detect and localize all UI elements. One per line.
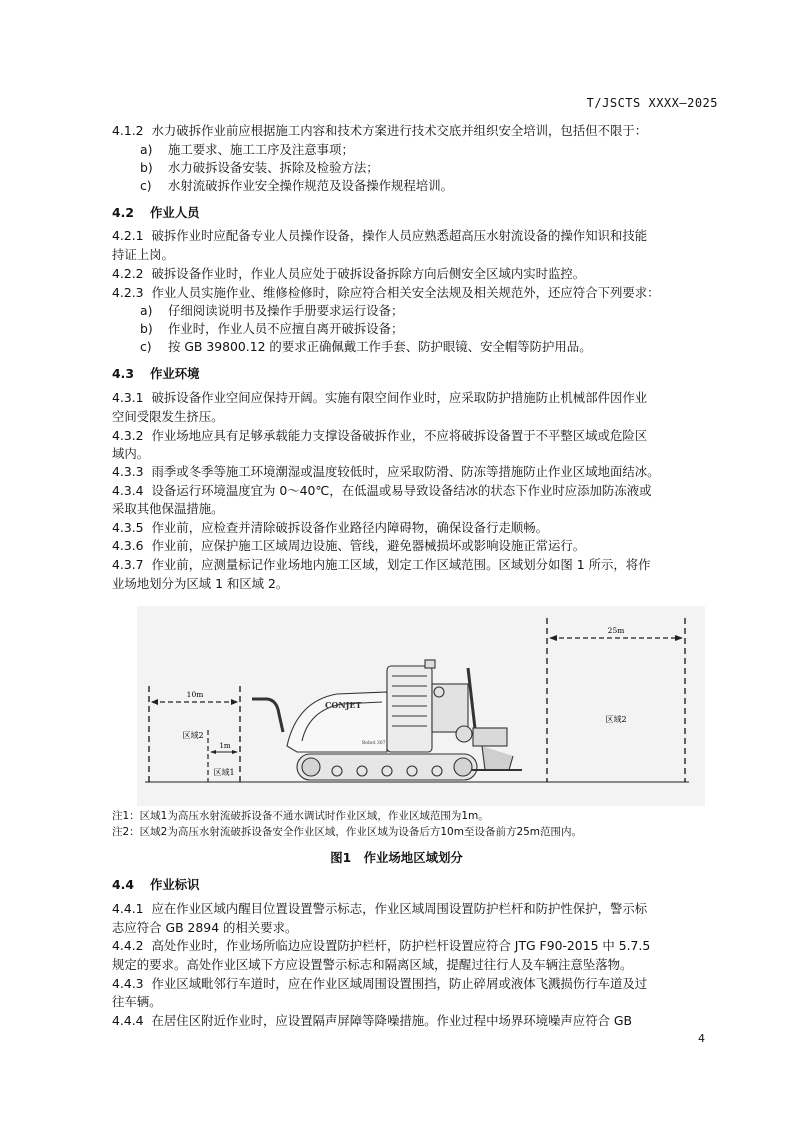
clause-text: 作业场地应具有足够承载能力支撑设备破拆作业，不应将破拆设备置于不平整区域或危险区 [151, 428, 648, 443]
doc-header-code: T/JSCTS XXXX—2025 [586, 96, 718, 110]
list-marker: a) [140, 303, 153, 318]
clause-4-4-1 [112, 899, 718, 918]
clause-text: 作业前，应保护施工区域周边设施、管线，避免器械损坏或影响设施正常运行。 [151, 538, 586, 553]
clause-4-4-1-cont: 志应符合 GB 2894 的相关要求。 [112, 920, 298, 935]
dimension-label-25m: 25m [607, 626, 625, 635]
section-title: 作业环境 [149, 366, 200, 381]
section-number: 4.3 [112, 366, 134, 381]
list-text: 水力破拆设备安装、拆除及检验方法； [168, 160, 379, 175]
figure-work-zone-diagram [137, 606, 705, 806]
list-marker: a) [140, 142, 153, 157]
clause-number: 4.2.2 [112, 266, 144, 281]
clause-number: 4.3.5 [112, 520, 144, 535]
clause-number: 4.3.4 [112, 483, 144, 498]
figure-note-2: 注2：区域2为高压水射流破拆设备安全作业区域，作业区域为设备后方10m至设备前方25m范围内。 [112, 826, 583, 838]
section-title: 作业人员 [149, 205, 200, 220]
clause-text: 在居住区附近作业时，应设置隔声屏障等降噪措施。作业过程中场界环境噪声应符合 GB [151, 1013, 633, 1028]
clause-4-3-2 [112, 426, 718, 445]
clause-number: 4.4.4 [112, 1013, 144, 1028]
clause-4-2-1 [112, 226, 718, 245]
clause-number: 4.4.2 [112, 938, 144, 953]
clause-4-4-4 [112, 1011, 718, 1030]
machine-model-label: Robot 307 [362, 741, 386, 746]
clause-text: 破拆设备作业空间应保持开阔。实施有限空间作业时，应采取防护措施防止机械部件因作业 [151, 390, 648, 405]
machine-brand-label: CONJET [325, 700, 362, 710]
zone2-left-label: 区域2 [182, 731, 204, 740]
clause-text: 水力破拆作业前应根据施工内容和技术方案进行技术交底并组织安全培训，包括但不限于： [151, 123, 648, 138]
section-heading-4-2 [112, 203, 200, 221]
clause-text: 雨季或冬季等施工环境潮湿或温度较低时，应采取防滑、防冻等措施防止作业区域地面结冰。 [151, 464, 660, 479]
clause-text: 设备运行环境温度宜为 0～40℃，在低温或易导致设备结冰的状态下作业时应添加防冻液或 [151, 483, 652, 498]
section-title: 作业标识 [149, 877, 200, 892]
list-marker: b) [140, 160, 153, 175]
clause-text: 高处作业时，作业场所临边应设置防护栏杆，防护栏杆设置应符合 JTG F90-2015 中 5.7.5 [151, 938, 651, 953]
clause-text: 作业区域毗邻行车道时，应在作业区域周围设置围挡，防止碎屑或液体飞溅损伤行车道及过 [151, 976, 648, 991]
clause-text: 应在作业区域内醒目位置设置警示标志，作业区域周围设置防护栏杆和防护性保护，警示标 [151, 901, 648, 916]
clause-number: 4.2.1 [112, 228, 144, 243]
clause-number: 4.2.3 [112, 285, 144, 300]
clause-4-3-5 [112, 518, 718, 537]
list-marker: b) [140, 321, 153, 336]
clause-4-3-1 [112, 388, 718, 407]
list-item [140, 140, 354, 159]
clause-4-4-2 [112, 936, 718, 955]
clause-number: 4.1.2 [112, 123, 144, 138]
clause-4-4-3 [112, 974, 718, 993]
clause-4-3-4 [112, 481, 718, 500]
dimension-label-1m: 1m [219, 742, 231, 750]
zone1-label: 区域1 [213, 768, 235, 777]
clause-text: 作业前，应测量标记作业场地内施工区域，划定工作区域范围。区域划分如图 1 所示，将作 [151, 557, 651, 572]
clause-4-3-4-cont: 采取其他保温措施。 [112, 501, 224, 516]
clause-number: 4.3.2 [112, 428, 144, 443]
list-item [140, 301, 403, 320]
clause-number: 4.3.7 [112, 557, 144, 572]
clause-4-4-3-cont: 往车辆。 [112, 994, 162, 1009]
figure-caption: 图1 作业场地区域划分 [330, 850, 463, 865]
clause-number: 4.3.6 [112, 538, 144, 553]
clause-4-1-2 [112, 121, 718, 140]
clause-number: 4.3.1 [112, 390, 144, 405]
section-heading-4-4 [112, 875, 200, 893]
list-item [140, 176, 453, 195]
list-marker: c) [140, 178, 152, 193]
clause-4-4-2-cont: 规定的要求。高处作业区域下方应设置警示标志和隔离区域，提醒过往行人及车辆注意坠落物。 [112, 957, 633, 972]
list-item [140, 319, 403, 338]
clause-number: 4.3.3 [112, 464, 144, 479]
list-text: 水射流破拆作业安全操作规范及设备操作规程培训。 [168, 178, 453, 193]
section-heading-4-3 [112, 364, 200, 382]
list-text: 仔细阅读说明书及操作手册要求运行设备； [168, 303, 404, 318]
list-text: 作业时，作业人员不应擅自离开破拆设备； [168, 321, 404, 336]
clause-4-2-1-cont: 持证上岗。 [112, 247, 174, 262]
section-number: 4.2 [112, 205, 134, 220]
zone2-right-label: 区域2 [605, 715, 627, 724]
list-text: 施工要求、施工工序及注意事项； [168, 142, 354, 157]
figure-note-1: 注1：区域1为高压水射流破拆设备不通水调试时作业区域，作业区域范围为1m。 [112, 810, 489, 822]
clause-4-2-3 [112, 283, 718, 302]
list-text: 按 GB 39800.12 的要求正确佩戴工作手套、防护眼镜、安全帽等防护用品。 [168, 339, 592, 354]
clause-4-3-6 [112, 536, 718, 555]
clause-4-3-3 [112, 462, 718, 481]
clause-4-3-2-cont: 域内。 [112, 446, 150, 461]
dimension-label-10m: 10m [186, 690, 204, 699]
clause-text: 破拆作业时应配备专业人员操作设备，操作人员应熟悉超高压水射流设备的操作知识和技能 [151, 228, 648, 243]
section-number: 4.4 [112, 877, 134, 892]
clause-text: 破拆设备作业时，作业人员应处于破拆设备拆除方向后侧安全区域内实时监控。 [151, 266, 586, 281]
clause-4-3-7 [112, 555, 718, 574]
list-item [140, 337, 592, 356]
list-item [140, 158, 379, 177]
clause-4-3-1-cont: 空间受限发生挤压。 [112, 409, 224, 424]
clause-number: 4.4.1 [112, 901, 144, 916]
list-marker: c) [140, 339, 152, 354]
clause-text: 作业前，应检查并清除破拆设备作业路径内障碍物，确保设备行走顺畅。 [151, 520, 549, 535]
clause-text: 作业人员实施作业、维修检修时，除应符合相关安全法规及相关规范外，还应符合下列要求： [151, 285, 660, 300]
clause-4-3-7-cont: 业场地划分为区域 1 和区域 2。 [112, 576, 289, 591]
page-number: 4 [698, 1032, 705, 1045]
clause-4-2-2 [112, 264, 718, 283]
clause-number: 4.4.3 [112, 976, 144, 991]
